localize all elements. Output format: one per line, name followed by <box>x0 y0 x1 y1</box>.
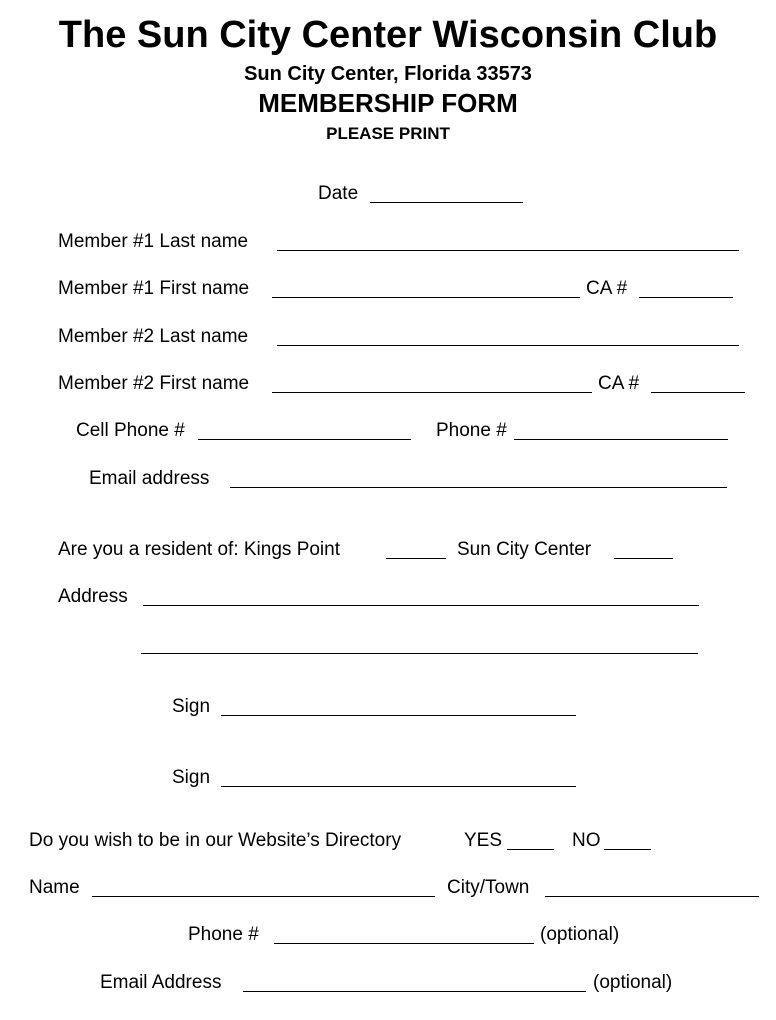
member2-ca-label: CA # <box>598 373 640 394</box>
member2-first-name-label: Member #2 First name <box>58 373 250 394</box>
directory-phone-label: Phone # <box>188 924 259 945</box>
member2-last-name-label: Member #2 Last name <box>58 326 249 347</box>
phone-line[interactable] <box>514 439 728 440</box>
club-location: Sun City Center, Florida 33573 <box>244 63 532 85</box>
member1-ca-label: CA # <box>586 278 628 299</box>
date-label: Date <box>318 183 359 204</box>
sign-line-2[interactable] <box>221 786 576 787</box>
city-town-line[interactable] <box>545 896 759 897</box>
member1-first-name-label: Member #1 First name <box>58 278 250 299</box>
print-instruction: PLEASE PRINT <box>326 124 450 143</box>
directory-question: Do you wish to be in our Website’s Directory <box>29 830 402 851</box>
no-line[interactable] <box>604 849 651 850</box>
directory-phone-line[interactable] <box>274 943 534 944</box>
sign-label-1: Sign <box>172 696 211 717</box>
member1-last-name-line[interactable] <box>277 250 739 251</box>
address-label: Address <box>58 586 128 607</box>
city-town-label: City/Town <box>447 877 530 898</box>
cell-phone-label: Cell Phone # <box>76 420 185 441</box>
member1-ca-line[interactable] <box>639 297 733 298</box>
yes-label: YES <box>464 830 503 851</box>
page-title: The Sun City Center Wisconsin Club <box>58 14 718 56</box>
sun-city-center-line[interactable] <box>614 558 673 559</box>
member2-ca-line[interactable] <box>651 392 745 393</box>
directory-email-optional: (optional) <box>593 972 673 993</box>
directory-name-line[interactable] <box>92 896 435 897</box>
member2-first-name-line[interactable] <box>272 392 592 393</box>
address-line-2[interactable] <box>141 653 698 654</box>
yes-line[interactable] <box>507 849 554 850</box>
phone-label: Phone # <box>436 420 507 441</box>
email-label: Email address <box>89 468 210 489</box>
directory-email-line[interactable] <box>243 991 586 992</box>
directory-email-label: Email Address <box>100 972 222 993</box>
member2-last-name-line[interactable] <box>277 345 739 346</box>
sun-city-center-label: Sun City Center <box>457 539 592 560</box>
no-label: NO <box>572 830 601 851</box>
cell-phone-line[interactable] <box>198 439 411 440</box>
member1-last-name-label: Member #1 Last name <box>58 231 249 252</box>
form-name: MEMBERSHIP FORM <box>258 88 518 118</box>
directory-name-label: Name <box>29 877 80 898</box>
date-line[interactable] <box>370 202 523 203</box>
sign-line-1[interactable] <box>221 715 576 716</box>
member1-first-name-line[interactable] <box>272 297 580 298</box>
resident-question: Are you a resident of: Kings Point <box>58 539 340 560</box>
directory-phone-optional: (optional) <box>540 924 620 945</box>
email-line[interactable] <box>230 487 727 488</box>
sign-label-2: Sign <box>172 767 211 788</box>
address-line-1[interactable] <box>143 605 699 606</box>
kings-point-line[interactable] <box>386 558 446 559</box>
